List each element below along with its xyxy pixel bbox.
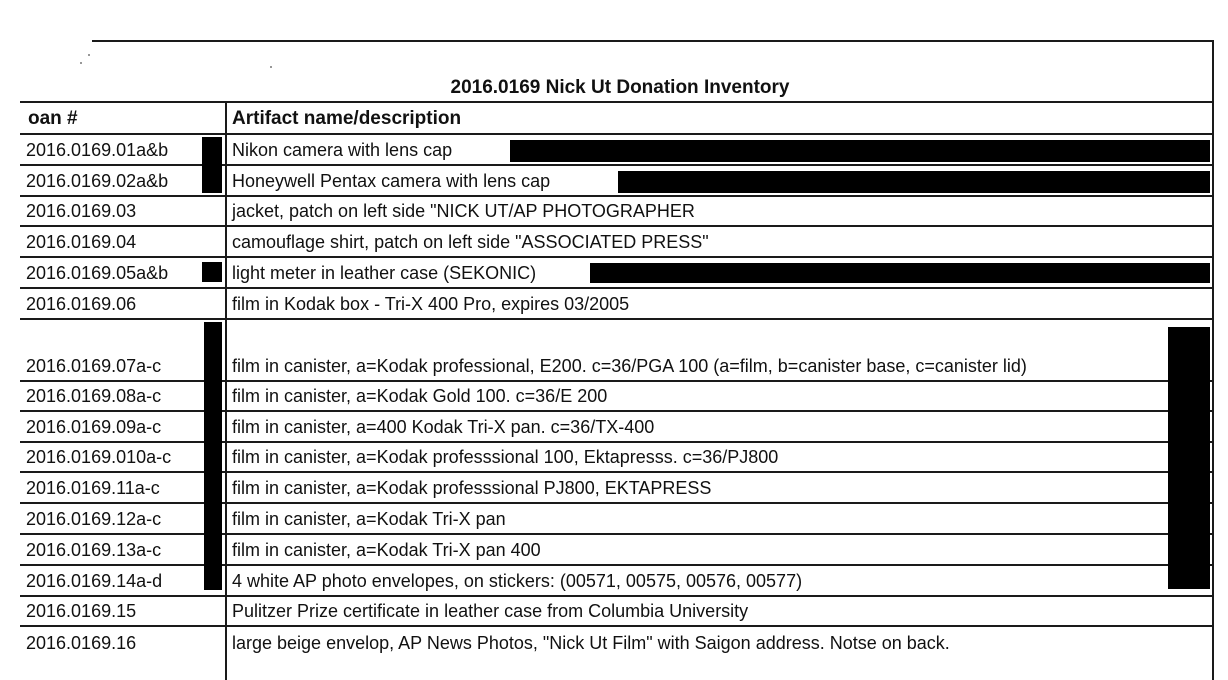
table-row	[0, 225, 1228, 256]
table-row	[0, 380, 1228, 410]
column-header-description: Artifact name/description	[232, 108, 462, 129]
artifact-description: light meter in leather case (SEKONIC)	[232, 263, 537, 283]
artifact-description: jacket, patch on left side "NICK UT/AP PHOTOGRAPHER	[232, 201, 695, 221]
table-row	[0, 318, 1228, 380]
redaction-bar	[590, 263, 1210, 283]
table-row	[0, 595, 1228, 625]
accession-number: 2016.0169.09a-c	[26, 417, 162, 437]
accession-number: 2016.0169.02a&b	[26, 171, 169, 191]
artifact-description: film in canister, a=Kodak Tri-X pan	[232, 509, 506, 529]
artifact-description: Nikon camera with lens cap	[232, 140, 453, 160]
artifact-description: Pulitzer Prize certificate in leather case from Columbia University	[232, 601, 749, 621]
table-row	[0, 287, 1228, 318]
accession-number: 2016.0169.15	[26, 601, 137, 621]
accession-number: 2016.0169.11a-c	[26, 478, 160, 498]
artifact-description: film in canister, a=Kodak professsional 100, Ektapresss. c=36/PJ800	[232, 447, 779, 467]
redaction-bar	[1168, 327, 1210, 589]
artifact-description: camouflage shirt, patch on left side "ASSOCIATED PRESS"	[232, 232, 709, 252]
artifact-description: film in canister, a=Kodak Gold 100. c=36/E 200	[232, 386, 608, 406]
column-header-number: oan #	[28, 108, 78, 129]
artifact-description: film in canister, a=400 Kodak Tri-X pan. c=36/TX-400	[232, 417, 655, 437]
artifact-description: Honeywell Pentax camera with lens cap	[232, 171, 551, 191]
table-row	[0, 471, 1228, 502]
redaction-bar	[618, 171, 1210, 193]
redaction-bar	[202, 137, 222, 193]
artifact-description: film in canister, a=Kodak professsional PJ800, EKTAPRESS	[232, 478, 712, 498]
table-row	[0, 441, 1228, 471]
table-row	[0, 564, 1228, 595]
scan-speck	[88, 54, 90, 56]
accession-number: 2016.0169.12a-c	[26, 509, 162, 529]
document-title: 2016.0169 Nick Ut Donation Inventory	[450, 77, 790, 98]
artifact-description: film in canister, a=Kodak professional, E200. c=36/PGA 100 (a=film, b=canister base, c=canister lid)	[232, 356, 1027, 376]
scan-speck	[270, 66, 272, 68]
accession-number: 2016.0169.03	[26, 201, 137, 221]
artifact-description: large beige envelop, AP News Photos, "Nick Ut Film" with Saigon address. Notse on back.	[232, 633, 950, 653]
artifact-description: 4 white AP photo envelopes, on stickers: (00571, 00575, 00576, 00577)	[232, 571, 803, 591]
artifact-description: film in canister, a=Kodak Tri-X pan 400	[232, 540, 541, 560]
accession-number: 2016.0169.07a-c	[26, 356, 162, 376]
top-border	[92, 40, 1214, 42]
scan-speck	[80, 62, 82, 64]
artifact-description: film in Kodak box - Tri-X 400 Pro, expires 03/2005	[232, 294, 630, 314]
accession-number: 2016.0169.01a&b	[26, 140, 169, 160]
accession-number: 2016.0169.13a-c	[26, 540, 162, 560]
title-rule	[20, 101, 1214, 103]
redaction-bar	[204, 322, 222, 590]
table-row	[0, 410, 1228, 441]
table-row	[0, 502, 1228, 533]
accession-number: 2016.0169.08a-c	[26, 386, 162, 406]
table-row	[0, 533, 1228, 564]
accession-number: 2016.0169.010a-c	[26, 447, 172, 467]
accession-number: 2016.0169.16	[26, 633, 137, 653]
table-row	[0, 625, 1228, 657]
accession-number: 2016.0169.05a&b	[26, 263, 169, 283]
table-row	[0, 195, 1228, 225]
accession-number: 2016.0169.14a-d	[26, 571, 163, 591]
accession-number: 2016.0169.04	[26, 232, 137, 252]
redaction-bar	[202, 262, 222, 282]
accession-number: 2016.0169.06	[26, 294, 137, 314]
redaction-bar	[510, 140, 1210, 162]
